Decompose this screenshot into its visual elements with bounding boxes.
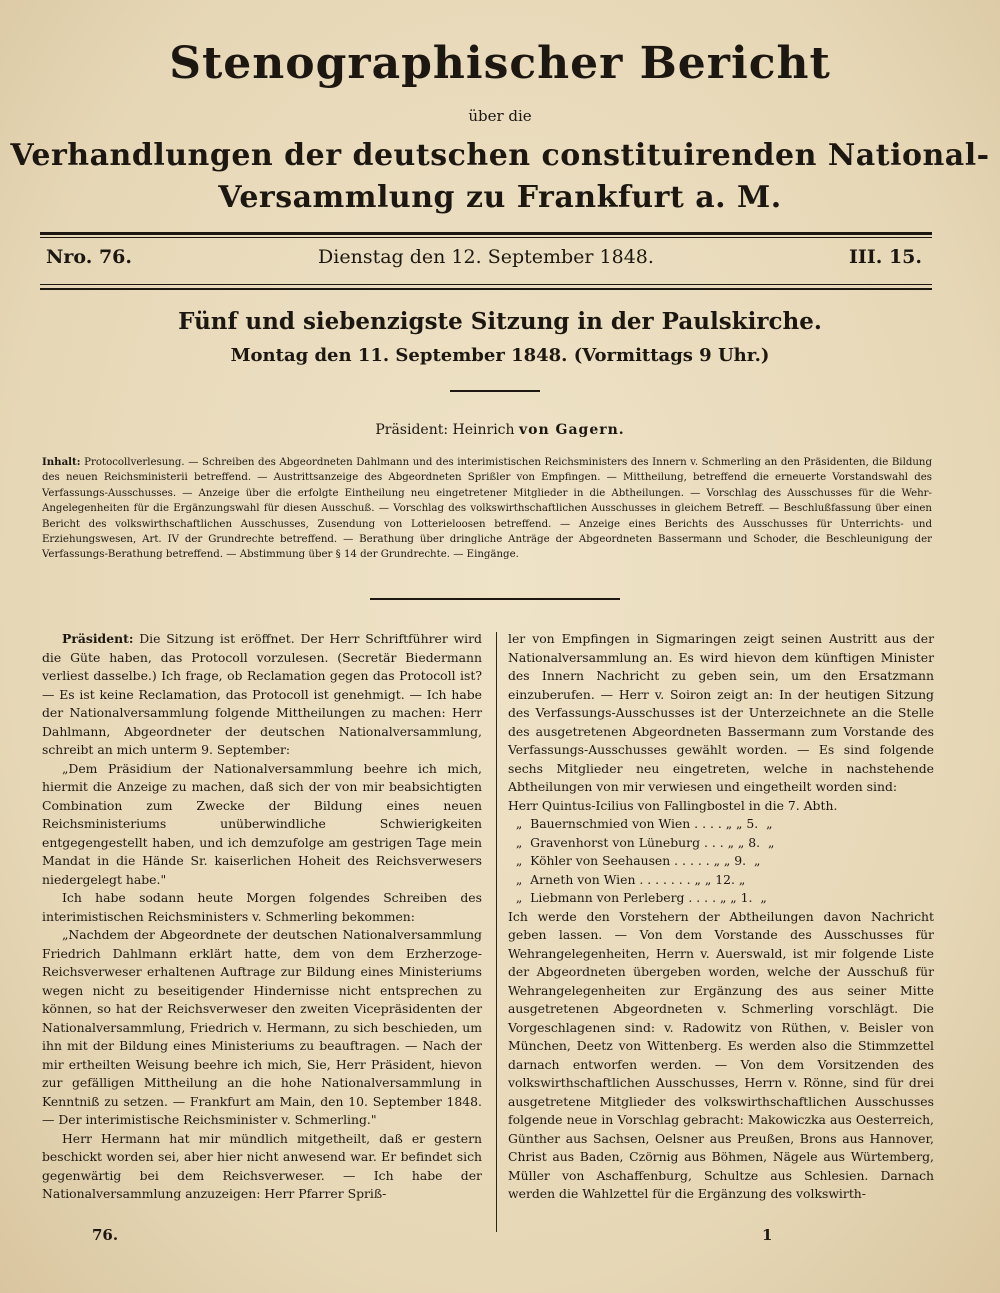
footer-page-number: 1: [762, 1226, 773, 1244]
masthead-subtitle-line1: Verhandlungen der deutschen constituirenden National-: [10, 138, 990, 173]
left-paragraph-2: „Dem Präsidium der Nationalversammlung beehre ich mich, hiermit die Anzeige zu machen, daß sich der von mir beabsichtigten Combination zum Zwecke der Bildung eines neuen Reichsministeriums unüberwindliche Schwierigkeiten entgegengestellt haben, und ich demzufolge am gestrigen Tage mein Mandat in die Hände Sr. kaiserlichen Hoheit des Reichsverwesers niedergelegt habe.": [42, 760, 482, 887]
left-paragraph-5: Herr Hermann hat mir mündlich mitgetheilt, daß er gestern beschickt worden sei, aber hier nicht anwesend war. Er befindet sich gegenwärtig bei dem Reichsverweser. — Ich habe der Nationalversammlung anzuzeigen: Herr Pfarrer Spriß-: [42, 1130, 482, 1201]
member-list-item: Herr Quintus-Icilius von Fallingbostel in die 7. Abth.: [508, 797, 838, 813]
left-paragraph-1-text: Die Sitzung ist eröffnet. Der Herr Schriftführer wird die Güte haben, das Protocoll vorzulesen. (Secretär Biedermann verliest dasselbe.) Ich frage, ob Reclamation gegen das Protocoll ist? — Es ist keine Reclamation, das Protocoll ist genehmigt. — Ich habe der Nationalversammlung folgende Mittheilungen zu machen: Herr Dahlmann, Abgeordneter der deutschen Nationalversammlung, schreibt an mich unterm 9. September:: [42, 631, 482, 757]
short-divider-top: [450, 390, 540, 392]
left-paragraph-4: „Nachdem der Abgeordnete der deutschen Nationalversammlung Friedrich Dahlmann erklärt hatte, dem von dem Erzherzoge-Reichsverweser erhaltenen Auftrage zur Bildung eines Ministeriums wegen nicht zu beseitigender Hindernisse nicht entsprechen zu können, so hat der Reichsverweser den zweiten Vicepräsidenten der Nationalversammlung, Friedrich v. Hermann, zu sich beschieden, um ihn mit der Bildung eines Ministeriums zu beauftragen. — Nach der mir ertheilten Weisung beehre ich mich, Sie, Herr Präsident, hievon zur gefälligen Mittheilung an die hohe Nationalversammlung in Kenntniß zu setzen. — Frankfurt am Main, den 10. September 1848. — Der interimistische Reichsminister v. Schmerling.": [42, 927, 482, 1127]
top-rule-thin: [40, 237, 932, 238]
president-last-name: von Gagern.: [518, 422, 625, 438]
right-paragraph-1: ler von Empfingen in Sigmaringen zeigt seinen Austritt aus der Nationalversammlung an. Es wird hievon dem künftigen Minister des Innern Nachricht zu geben sein, um den Ersatzmann einzuberufen. — Herr v. Soiron zeigt an: In der heutigen Sitzung des Verfassungs-Ausschusses ist der Unterzeichnete an die Stelle des ausgetretenen Abgeordneten Bassermann zum Vorstande des Verfassungs-Ausschusses gewählt worden. — Es sind folgende sechs Mitglieder neu eingetreten, welche in nachstehende Abtheilungen von mir verwiesen und eingetheilt worden sind:: [508, 631, 934, 794]
contents-summary: [42, 455, 932, 563]
member-list-item: „ Liebmann von Perleberg . . . . „ „ 1. „: [508, 890, 767, 905]
session-title: Fünf und siebenzigste Sitzung in der Paulskirche.: [178, 308, 822, 335]
member-list-item: „ Gravenhorst von Lüneburg . . . „ „ 8. „: [508, 834, 775, 850]
session-date: Montag den 11. September 1848. (Vormittags 9 Uhr.): [230, 345, 770, 366]
president-first-name: Heinrich: [452, 422, 515, 438]
left-paragraph-3: Ich habe sodann heute Morgen folgendes Schreiben des interimistischen Reichsministers v. Schmerling bekommen:: [42, 890, 482, 924]
speaker-label: Präsident:: [62, 631, 134, 646]
issue-rule: [40, 288, 932, 290]
member-list-item: „ Arneth von Wien . . . . . . . „ „ 12. „: [508, 871, 746, 887]
masthead-ueber: über die: [468, 107, 532, 125]
column-divider: [496, 632, 497, 1232]
masthead-subtitle-line2: Versammlung zu Frankfurt a. M.: [218, 180, 782, 215]
president-label: Präsident:: [375, 422, 449, 438]
issue-line: [40, 246, 932, 274]
president-line: [0, 422, 1000, 438]
top-rule: [40, 232, 932, 235]
right-paragraph-2: Ich werde den Vorstehern der Abtheilungen davon Nachricht geben lassen. — Von dem Vorstande des Ausschusses für Wehrangelegenheiten, Herrn v. Auerswald, ist mir folgende Liste der Abgeordneten übergeben worden, welche der Ausschuß für Wehrangelegenheiten zur Ergänzung des aus seiner Mitte ausgetretenen Abgeordneten v. Schmerling vorschlägt. Die Vorgeschlagenen sind: v. Radowitz von Rüthen, v. Beisler von München, Deetz von Wittenberg. Es werden also die Stimmzettel darnach entworfen werden. — Von dem Vorsitzenden des volkswirthschaftlichen Ausschusses, Herrn v. Rönne, sind für drei ausgetretene Mitglieder des volkswirthschaftlichen Ausschusses folgende neue in Vorschlag gebracht: Makowiczka aus Oesterreich, Günther aus Sachsen, Oelsner aus Preußen, Brons aus Hannover, Christ aus Baden, Czörnig aus Böhmen, Nägele aus Würtemberg, Müller von Aschaffenburg, Schultze aus Schlesien. Darnach werden die Wahlzettel für die Ergänzung des volkswirth-: [508, 908, 934, 1201]
issue-date: Dienstag den 12. September 1848.: [318, 246, 654, 268]
masthead-title: Stenographischer Bericht: [169, 38, 831, 89]
contents-text: Protocollverlesung. — Schreiben des Abgeordneten Dahlmann und des interimistischen Reichsministers des Innern v. Schmerling an den Präsidenten, die Bildung des neuen Reichsministerii betreffend. — Austrittsanzeige des Abgeordneten Sprißler von Empfingen. — Mittheilung, betreffend die erneuerte Vorstandswahl des Verfassungs-Ausschusses. — Anzeige über die erfolgte Eintheilung neu eingetretener Mitglieder in die Abtheilungen. — Vorschlag des Ausschusses für die Wehr-Angelegenheiten für die Ergänzungswahl für diesen Ausschuß. — Vorschlag des volkswirthschaftlichen Ausschusses in gleichem Betreff. — Beschlußfassung über einen Bericht des volkswirthschaftlichen Ausschusses, Zusendung von Lotterieloosen betreffend. — Anzeige eines Berichts des Ausschusses für Unterrichts- und Erziehungswesen, Art. IV der Grundrechte betreffend. — Berathung über dringliche Anträge der Abgeordneten Bassermann und Schoder, die Beschleunigung der Verfassungs-Berathung betreffend. — Abstimmung über § 14 der Grundrechte. — Eingänge.: [42, 457, 932, 561]
member-list-item: „ Bauernschmied von Wien . . . . „ „ 5. „: [508, 816, 773, 831]
issue-rule-thin: [40, 284, 932, 285]
short-divider-bottom: [370, 598, 620, 600]
left-column: [42, 630, 482, 1204]
contents-label: Inhalt:: [42, 456, 81, 468]
member-list: [508, 797, 934, 908]
footer-signature-number: 76.: [92, 1226, 119, 1244]
member-list-item: „ Köhler von Seehausen . . . . . „ „ 9. „: [508, 853, 761, 868]
issue-volume: III. 15.: [849, 246, 922, 268]
issue-number: Nro. 76.: [46, 246, 133, 268]
right-column: [508, 630, 934, 1204]
left-paragraph-1: [42, 630, 482, 760]
